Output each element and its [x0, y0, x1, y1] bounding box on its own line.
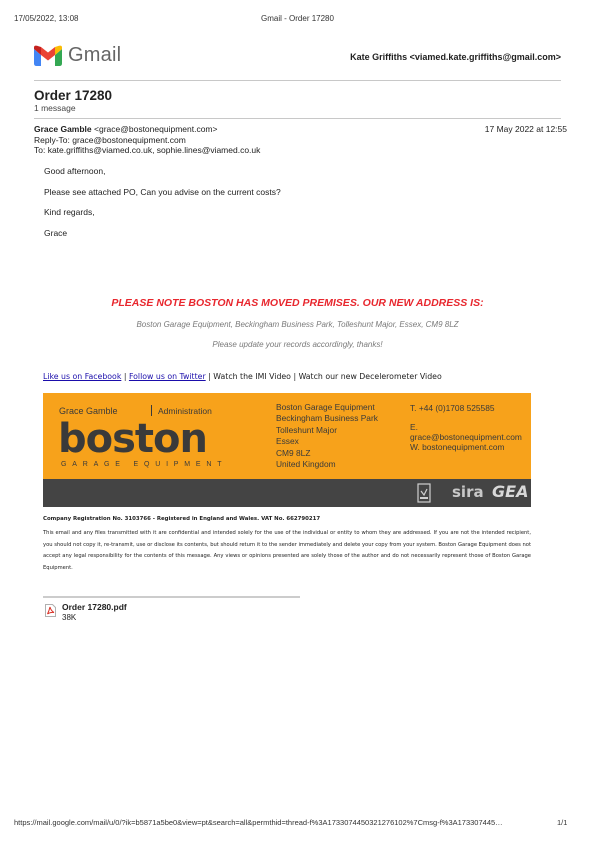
print-datetime: 17/05/2022, 13:08: [14, 14, 79, 23]
boston-logo: boston: [58, 416, 207, 462]
body-signature: Grace: [44, 228, 68, 238]
signature-phone: T. +44 (0)1708 525585: [410, 403, 495, 413]
signature-separator: [151, 405, 152, 416]
body-greeting: Good afternoon,: [44, 166, 106, 176]
header-divider: [34, 80, 561, 81]
gmail-logo[interactable]: [34, 44, 121, 67]
boston-logo-subtitle: GARAGE EQUIPMENT: [61, 461, 228, 468]
signature-name: Grace Gamble: [59, 406, 118, 416]
pdf-icon: [45, 604, 56, 617]
reply-to: Reply-To: grace@bostonequipment.com: [34, 135, 186, 145]
decelerometer-video-link[interactable]: Watch our new Decelerometer Video: [298, 372, 442, 381]
message-date: 17 May 2022 at 12:55: [484, 124, 567, 134]
sender-name: Grace Gamble: [34, 124, 92, 134]
address-line: Beckingham Business Park: [276, 413, 378, 424]
link-separator: |: [290, 372, 299, 381]
link-separator: |: [205, 372, 214, 381]
twitter-link[interactable]: Follow us on Twitter: [128, 372, 206, 381]
address-line: Essex: [276, 436, 299, 447]
moved-notice-address: Boston Garage Equipment, Beckingham Business Park, Tolleshunt Major, Essex, CM9 8LZ: [136, 320, 459, 329]
banner-orange-panel: [43, 393, 531, 479]
sira-logo: sira: [452, 483, 484, 501]
signature-role: Administration: [158, 406, 212, 416]
facebook-link[interactable]: Like us on Facebook: [43, 372, 122, 381]
moved-notice-headline: PLEASE NOTE BOSTON HAS MOVED PREMISES. OUR NEW ADDRESS IS:: [111, 297, 484, 309]
message-sender: [34, 124, 217, 134]
signature-email[interactable]: E. grace@bostonequipment.com: [410, 422, 522, 442]
address-line: CM9 8LZ: [276, 447, 311, 458]
gmail-m-icon: [34, 45, 62, 66]
signature-address: [276, 402, 378, 470]
address-line: Boston Garage Equipment: [276, 402, 375, 412]
body-text: Please see attached PO, Can you advise on the current costs?: [44, 187, 281, 197]
message-count: 1 message: [34, 103, 76, 113]
print-page-title: Gmail - Order 17280: [261, 14, 334, 23]
body-signoff: Kind regards,: [44, 207, 95, 217]
gea-logo: GEA: [492, 482, 529, 501]
gmail-wordmark: Gmail: [68, 44, 122, 66]
print-page-number: 1/1: [557, 818, 568, 827]
recipients: To: kate.griffiths@viamed.co.uk, sophie.lines@viamed.co.uk: [34, 145, 261, 155]
account-info: Kate Griffiths <viamed.kate.griffiths@gmail.com>: [350, 52, 561, 62]
email-disclaimer: This email and any files transmitted with it are confidential and intended solely for the use of the individual or entity to whom they are addressed. If you are not the intended recipient, you should not copy it, re-transmit, use or disclose its contents, but should return it to the sender immediately and delete your copy from your system. Boston Garage Equipment does not accept any legal responsibility for the contents of this message. Any views or opinions presented are solely those of the author and do not necessarily represent those of Boston Garage Equipment.: [43, 530, 531, 571]
link-separator: |: [121, 372, 129, 381]
attachment-size: 38K: [62, 613, 77, 622]
moved-notice-update: Please update your records accordingly, thanks!: [212, 340, 383, 349]
accreditation-badge-icon: [417, 483, 431, 503]
attachment-name[interactable]: Order 17280.pdf: [62, 602, 127, 612]
attachment-divider: [43, 596, 300, 598]
imi-video-link[interactable]: Watch the IMI Video: [213, 372, 291, 381]
thread-divider: [34, 118, 561, 119]
thread-subject: Order 17280: [34, 88, 113, 103]
social-links: [43, 372, 442, 381]
company-registration: Company Registration No. 3103766 - Registered in England and Wales. VAT No. 662790217: [43, 516, 321, 522]
signature-banner[interactable]: [43, 393, 531, 507]
sender-email: <grace@bostonequipment.com>: [94, 124, 218, 134]
address-line: United Kingdom: [276, 459, 336, 470]
print-url: https://mail.google.com/mail/u/0/?ik=b5871a5be0&view=pt&search=all&permthid=thread-f%3A1733074450321276102%7Cmsg-f%3A173307445…: [14, 818, 503, 827]
signature-web[interactable]: W. bostonequipment.com: [410, 442, 505, 452]
address-line: Tolleshunt Major: [276, 424, 337, 435]
